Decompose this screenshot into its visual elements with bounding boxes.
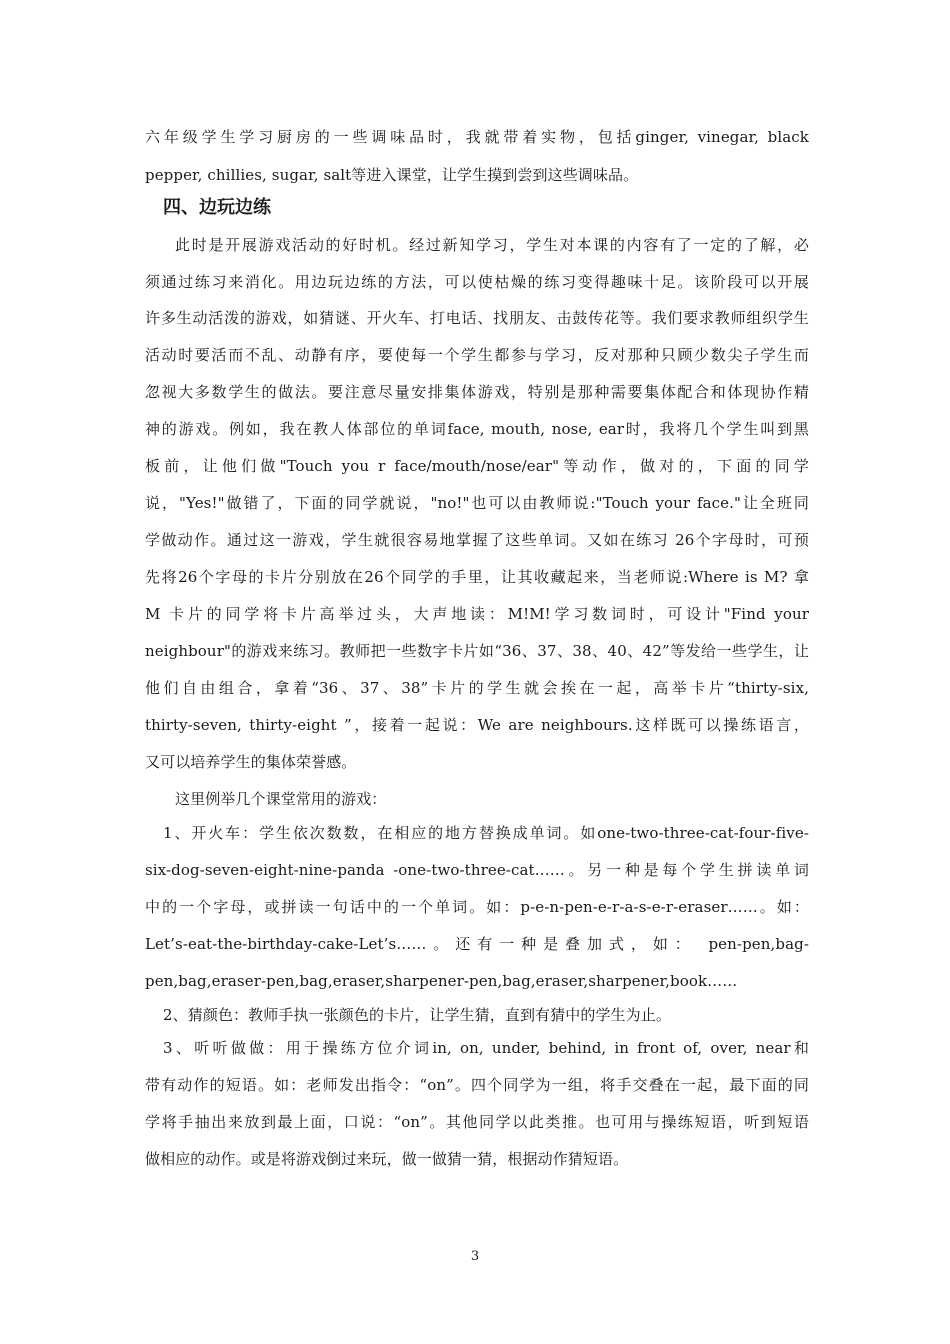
- game3-line-4: 做相应的动作。或是将游戏倒过来玩，做一做猜一猜，根据动作猜短语。: [145, 1150, 629, 1168]
- paragraph1-line-11: M 卡片的同学将卡片高举过头，大声地读：M!M!学习数词时，可设计"Find your: [145, 605, 809, 623]
- game1-line-1: 1、开火车：学生依次数数，在相应的地方替换成单词。如one-two-three-cat-four-five-: [163, 824, 809, 842]
- game1-line-4: Let’s-eat-the-birthday-cake-Let’s……。还有一种是叠加式，如： pen-pen,bag-: [145, 935, 809, 953]
- game3-line-3: 学将手抽出来放到最上面，口说：“on”。其他同学以此类推。也可用与操练短语，听到短语: [145, 1113, 809, 1131]
- game1-line-2: six-dog-seven-eight-nine-panda -one-two-three-cat……。另一种是每个学生拼读单词: [145, 861, 809, 879]
- game2-line: 2、猜颜色：教师手执一张颜色的卡片，让学生猜，直到有猜中的学生为止。: [163, 1006, 671, 1024]
- game1-line-3: 中的一个字母，或拼读一句话中的一个单词。如：p-e-n-pen-e-r-a-s-e-r-eraser……。如：: [145, 898, 809, 916]
- paragraph1-line-12: neighbour"的游戏来练习。教师把一些数字卡片如“36、37、38、40、42”等发给一些学生，让: [145, 642, 809, 660]
- paragraph1-line-3: 许多生动活泼的游戏，如猜谜、开火车、打电话、找朋友、击鼓传花等。我们要求教师组织学生: [145, 309, 809, 327]
- paragraph1-line-5: 忽视大多数学生的做法。要注意尽量安排集体游戏，特别是那种需要集体配合和体现协作精: [145, 383, 809, 401]
- game1-line-5: pen,bag,eraser-pen,bag,eraser,sharpener-pen,bag,eraser,sharpener,book……: [145, 972, 738, 990]
- page-number: 3: [470, 1249, 480, 1264]
- paragraph1-line-1: 此时是开展游戏活动的好时机。经过新知学习，学生对本课的内容有了一定的了解，必: [175, 236, 809, 254]
- paragraph1-line-2: 须通过练习来消化。用边玩边练的方法，可以使枯燥的练习变得趣味十足。该阶段可以开展: [145, 273, 809, 291]
- section-heading: 四、边玩边练: [163, 197, 271, 218]
- game3-line-2: 带有动作的短语。如：老师发出指令：“on”。四个同学为一组，将手交叠在一起，最下面的同: [145, 1076, 809, 1094]
- intro-line-1: 六年级学生学习厨房的一些调味品时，我就带着实物，包括ginger, vinegar, black: [145, 128, 809, 146]
- paragraph1-line-9: 学做动作。通过这一游戏，学生就很容易地掌握了这些单词。又如在练习 26个字母时，可预: [145, 531, 809, 549]
- paragraph1-line-7: 板前，让他们做"Touch you r face/mouth/nose/ear"等动作，做对的，下面的同学: [145, 457, 809, 475]
- paragraph1-line-15: 又可以培养学生的集体荣誉感。: [145, 753, 357, 771]
- paragraph1-line-8: 说，"Yes!"做错了，下面的同学就说，"no!"也可以由教师说:"Touch your face."让全班同: [145, 494, 809, 512]
- games-intro: 这里例举几个课堂常用的游戏：: [175, 790, 387, 808]
- paragraph1-line-14: thirty-seven, thirty-eight ”，接着一起说：We are neighbours.这样既可以操练语言，: [145, 716, 809, 734]
- paragraph1-line-4: 活动时要活而不乱、动静有序，要使每一个学生都参与学习，反对那种只顾少数尖子学生而: [145, 346, 809, 364]
- game3-line-1: 3、听听做做：用于操练方位介词in, on, under, behind, in front of, over, near和: [163, 1039, 809, 1057]
- intro-line-2: pepper, chillies, sugar, salt等进入课堂，让学生摸到尝到这些调味品。: [145, 166, 639, 184]
- paragraph1-line-10: 先将26个字母的卡片分别放在26个同学的手里，让其收藏起来，当老师说:Where is M? 拿: [145, 568, 809, 586]
- paragraph1-line-13: 他们自由组合，拿着“36、37、38”卡片的学生就会挨在一起，高举卡片“thirty-six,: [145, 679, 809, 697]
- paragraph1-line-6: 神的游戏。例如，我在教人体部位的单词face, mouth, nose, ear时，我将几个学生叫到黑: [145, 420, 809, 438]
